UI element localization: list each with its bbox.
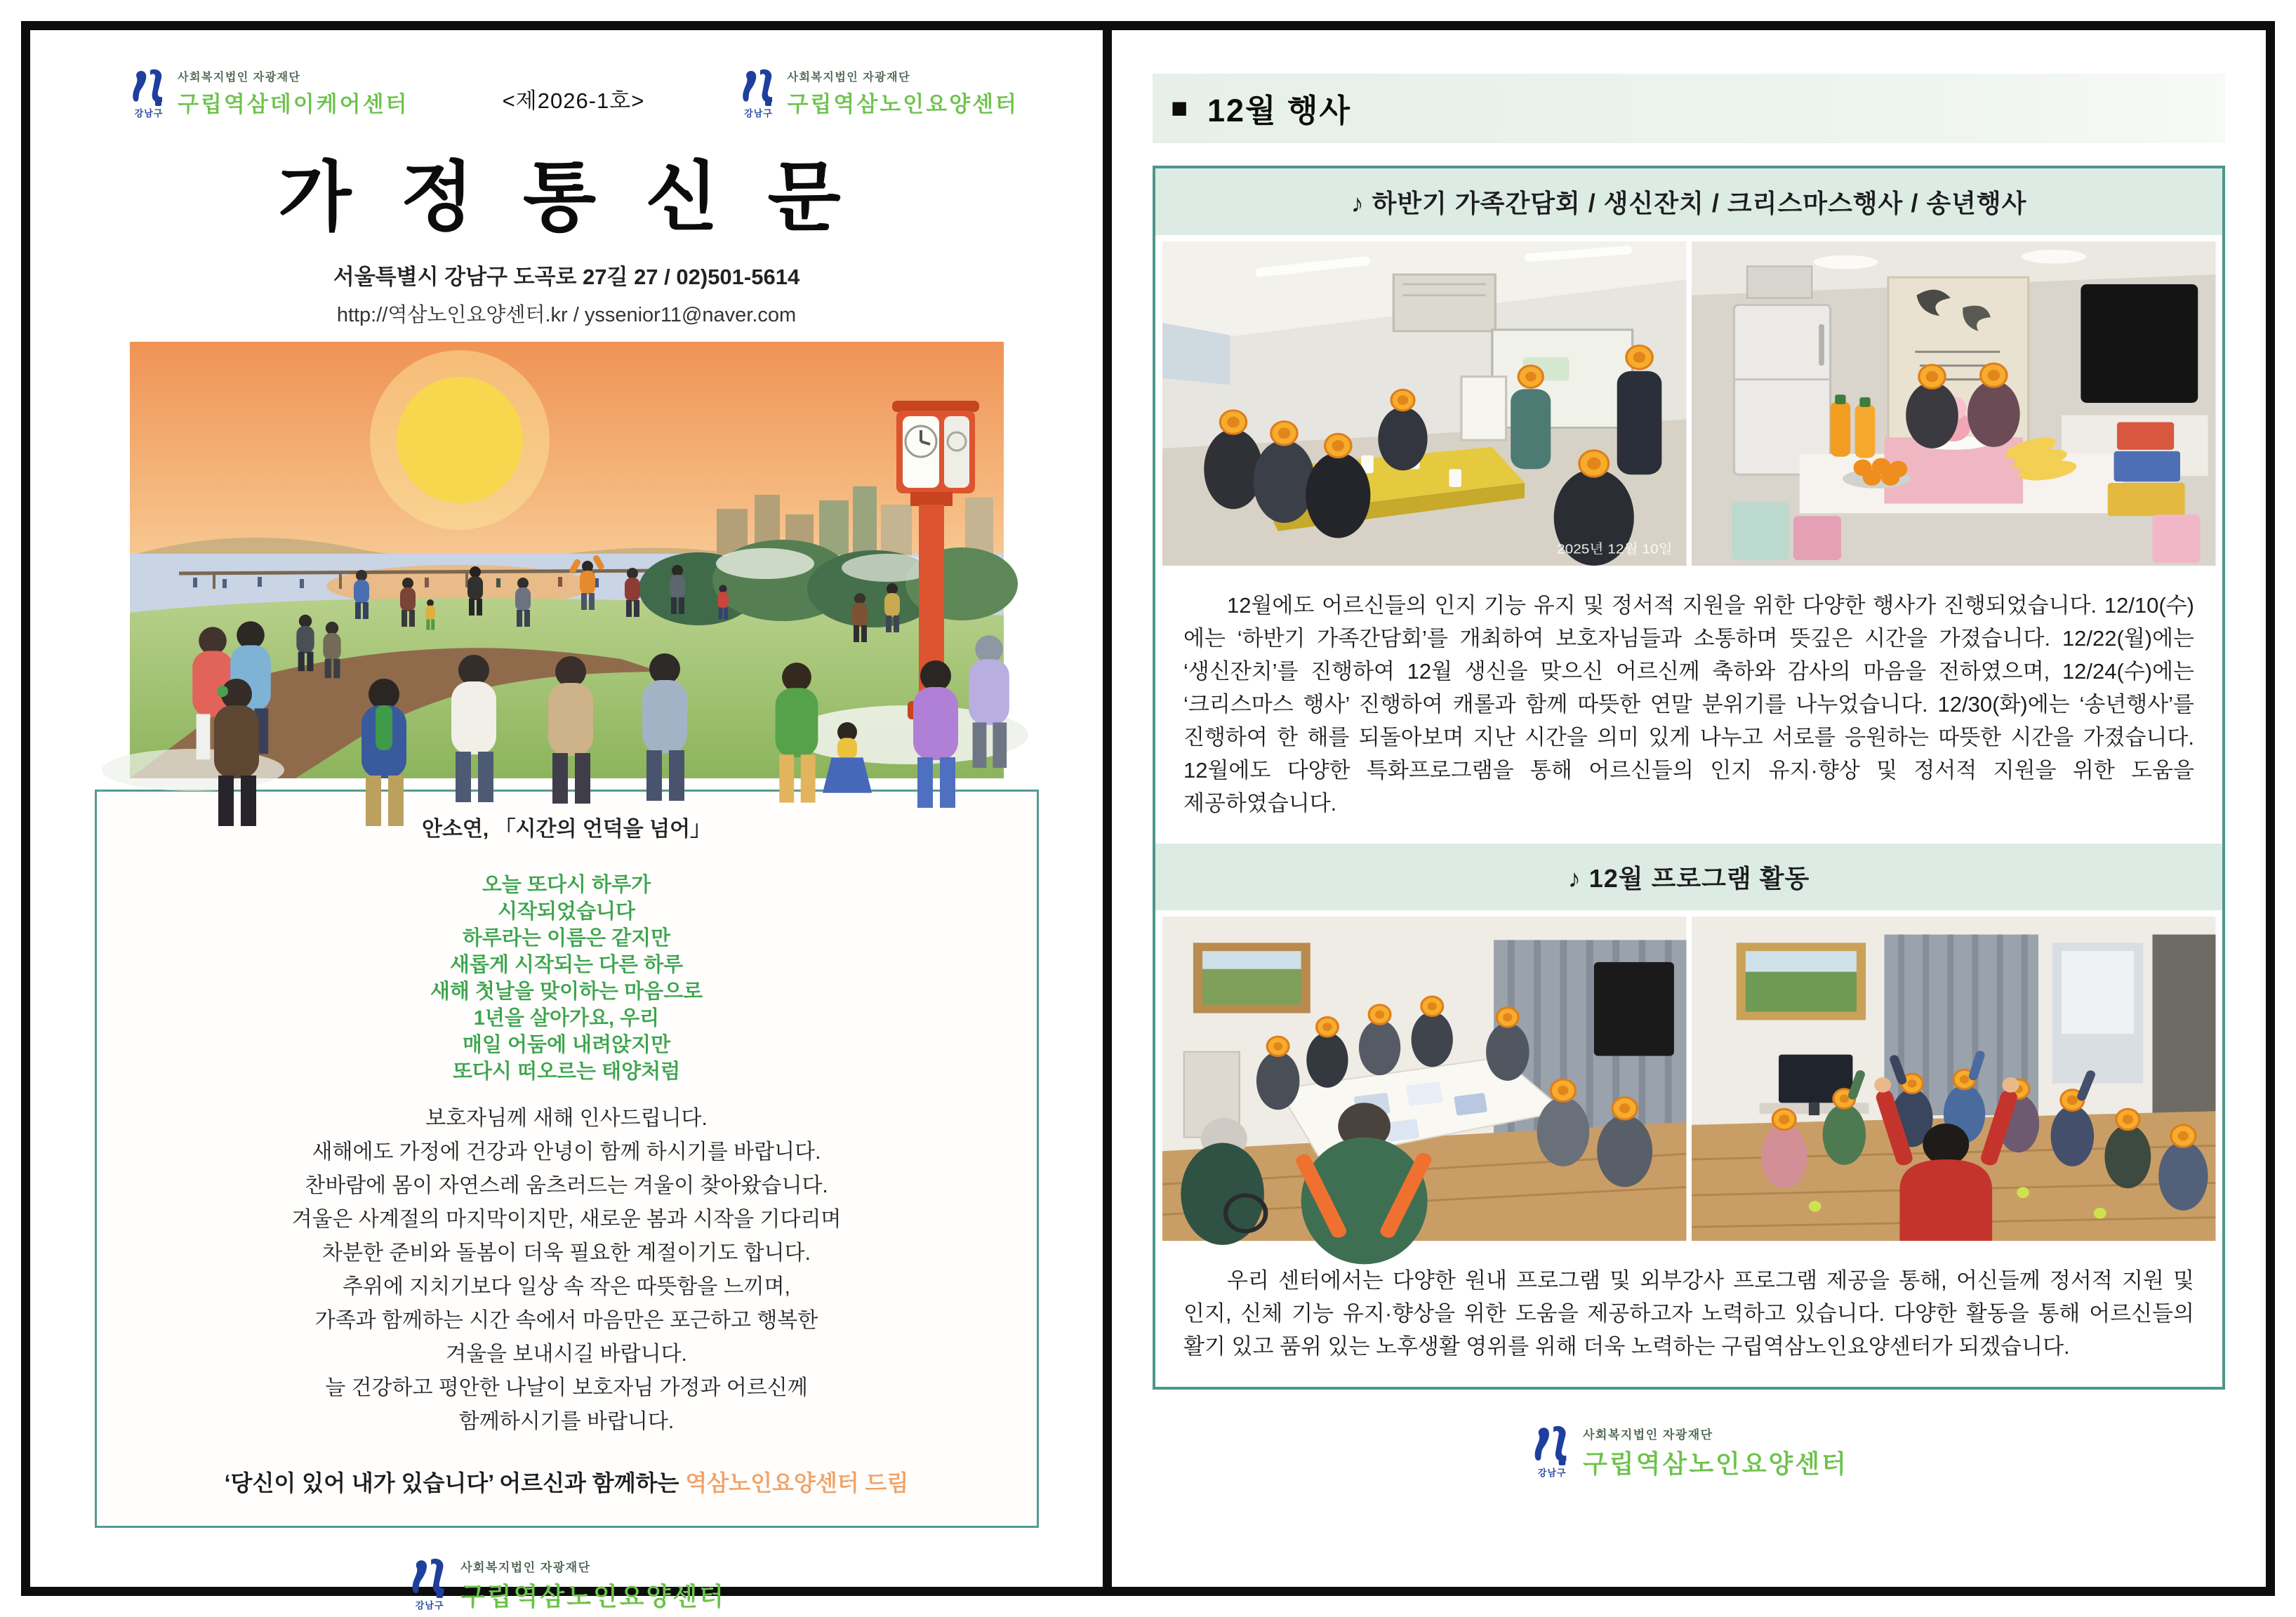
greeting-line: 함께하시기를 바랍니다.: [458, 1410, 675, 1433]
nursing-home-logo: [738, 68, 1018, 119]
section-bullet-icon: ■: [1171, 92, 1188, 124]
foundation-org-name: 사회복지법인 자광재단: [787, 72, 911, 84]
daycare-center-logo: [128, 68, 409, 119]
district-caption: 강남구: [134, 108, 164, 119]
greeting-line: 새해에도 가정에 건강과 안녕이 함께 하시기를 바랍니다.: [312, 1140, 821, 1164]
photo-birthday-party: [1692, 241, 2216, 566]
center-name: 구립역삼노인요양센터: [1583, 1449, 1848, 1478]
address-line: 서울특별시 강남구 도곡로 27길 27 / 02)501-5614: [333, 265, 800, 289]
photo-exercise-activity: [1692, 917, 2216, 1241]
program-photo-row: [1155, 910, 2222, 1247]
page-left: [30, 30, 1112, 1611]
photo-birthday-party: [1692, 241, 2216, 566]
logo-text: [788, 68, 1018, 118]
footer-left: [30, 1557, 1103, 1613]
closing-prefix: ‘당신이 있어 내가 있습니다’ 어르신과 함께하는: [224, 1470, 679, 1496]
greeting-line: 겨울은 사계절의 마지막이지만, 새로운 봄과 시작을 기다리며: [291, 1208, 842, 1231]
program-paragraph: [1155, 1247, 2222, 1387]
foundation-mark-icon: [411, 1557, 449, 1599]
foundation-mark-icon: [741, 68, 776, 107]
events-paragraph-text: 12월에도 어르신들의 인지 기능 유지 및 정서적 지원을 위한 다양한 행사가 진행되었습니다. 12/10(수)에는 ‘하반기 가족간담회’를 개최하여 보호자님들과 소통하며 뜻깊은 시간을 가졌습니다. 12/22(월)에는 ‘생신잔치’를 진행하여 12월 생신을 맞으신 어르신께 축하와 감사의 마음을 전하였으며, 12/24(수)에는 ‘크리스마스 행사’ 진행하여 캐롤과 함께 따뜻한 연말 분위기를 나누었습니다. 12/30(화)에는 ‘송년행사’를 진행하여 한 해를 되돌아보며 지난 시간을 의미 있게 나누고 서로를 응원하는 따뜻한 시간을 가졌습니다. 12월에도 다양한 특화프로그램을 통해 어르신들의 인지 유지·향상 및 정서적 지원을 위한 도움을 제공하였습니다.: [1183, 593, 2194, 816]
foundation-org-name: 사회복지법인 자광재단: [1583, 1428, 1713, 1442]
photo-date-watermark: 2025년 12월 10일: [1557, 542, 1673, 557]
district-caption: 강남구: [1537, 1468, 1567, 1478]
photo-family-meeting: [1162, 241, 1687, 566]
footer-logo: [407, 1557, 726, 1613]
logo-text: [178, 68, 409, 118]
program-band: ♪ 12월 프로그램 활동: [1155, 844, 2222, 910]
greeting-line: 겨울을 보내시길 바랍니다.: [446, 1343, 687, 1366]
footer-right: [1153, 1425, 2225, 1480]
poem-green-stanza: [107, 872, 1027, 1085]
poem-title: 안소연, 「시간의 언덕을 넘어」: [421, 818, 712, 841]
center-name: 구립역삼노인요양센터: [787, 92, 1018, 117]
greeting-line: 찬바람에 몸이 자연스레 움츠러드는 겨울이 찾아왔습니다.: [305, 1174, 828, 1197]
poem-line: 1년을 살아가요, 우리: [473, 1007, 660, 1030]
foundation-mark-icon: [131, 68, 166, 107]
section-title-band: [1153, 74, 2225, 143]
newyear-sunrise-illustration: [130, 342, 1004, 778]
greeting-text: [107, 1102, 1027, 1439]
section-title: 12월 행사: [1207, 93, 1351, 128]
center-name: 구립역삼데이케어센터: [178, 92, 409, 117]
logo-text: [460, 1557, 726, 1613]
photo-exercise-activity: [1692, 917, 2216, 1241]
poem-box: [95, 790, 1039, 1528]
events-photo-row: [1155, 235, 2222, 572]
photo-family-meeting: [1162, 241, 1687, 566]
greeting-line: 추위에 지치기보다 일상 속 작은 따뜻함을 느끼며,: [343, 1275, 790, 1298]
logo-text: [1583, 1425, 1848, 1480]
foundation-mark-icon: [1529, 1425, 1574, 1479]
foundation-mark-icon: [128, 68, 169, 119]
photo-program-activity: [1162, 917, 1687, 1241]
issue-number: <제2026-1호>: [502, 88, 645, 113]
poem-line: 시작되었습니다: [497, 900, 636, 923]
events-paragraph: [1155, 572, 2222, 844]
events-box: [1153, 166, 2225, 1390]
page-right: [1112, 30, 2266, 1587]
program-paragraph-text: 우리 센터에서는 다양한 원내 프로그램 및 외부강사 프로그램 제공을 통해, 어신들께 정서적 지원 및 인지, 신체 기능 유지·향상을 위한 도움을 제공하고자 노력하고 있습니다. 다양한 활동을 통해 어르신들의 활기 있고 품위 있는 노후생활 영위를 위해 더욱 노력하는 구립역삼노인요양센터가 되겠습니다.: [1183, 1268, 2194, 1359]
foundation-org-name: 사회복지법인 자광재단: [178, 72, 301, 84]
poem-line: 매일 어둠에 내려앉지만: [462, 1034, 671, 1056]
foundation-org-name: 사회복지법인 자광재단: [460, 1561, 591, 1574]
closing-line: [107, 1465, 1027, 1498]
newsletter-header: [30, 30, 1103, 119]
closing-highlight: 역삼노인요양센터 드림: [685, 1470, 909, 1496]
foundation-mark-icon: [738, 68, 779, 119]
poem-line: 새해 첫날을 맞이하는 마음으로: [430, 980, 703, 1003]
greeting-line: 차분한 준비와 돌봄이 더욱 필요한 계절이기도 합니다.: [322, 1242, 811, 1265]
contact-line: http://역삼노인요양센터.kr / yssenior11@naver.com: [336, 304, 797, 326]
foundation-mark-icon: [1533, 1425, 1571, 1467]
sheet-frame: [21, 21, 2275, 1611]
poem-line: 또다시 떠오르는 태양처럼: [452, 1060, 681, 1083]
district-caption: 강남구: [744, 108, 773, 119]
photo-program-activity: [1162, 917, 1687, 1241]
greeting-line: 보호자님께 새해 인사드립니다.: [425, 1107, 708, 1130]
poem-line: 오늘 또다시 하루가: [482, 874, 651, 896]
greeting-line: 가족과 함께하는 시간 속에서 마음만은 포근하고 행복한: [314, 1309, 818, 1332]
poem-line: 새롭게 시작되는 다른 하루: [449, 954, 684, 976]
newsletter-title: 가 정 통 신 문: [278, 154, 855, 239]
center-name: 구립역삼노인요양센터: [460, 1582, 726, 1611]
events-band: ♪ 하반기 가족간담회 / 생신잔치 / 크리스마스행사 / 송년행사: [1155, 168, 2222, 235]
foundation-mark-icon: [407, 1557, 452, 1611]
greeting-line: 늘 건강하고 평안한 나날이 보호자님 가정과 어르신께: [325, 1376, 808, 1399]
footer-logo: [1529, 1425, 1848, 1480]
district-caption: 강남구: [415, 1600, 444, 1611]
poem-line: 하루라는 이름은 같지만: [462, 927, 671, 950]
